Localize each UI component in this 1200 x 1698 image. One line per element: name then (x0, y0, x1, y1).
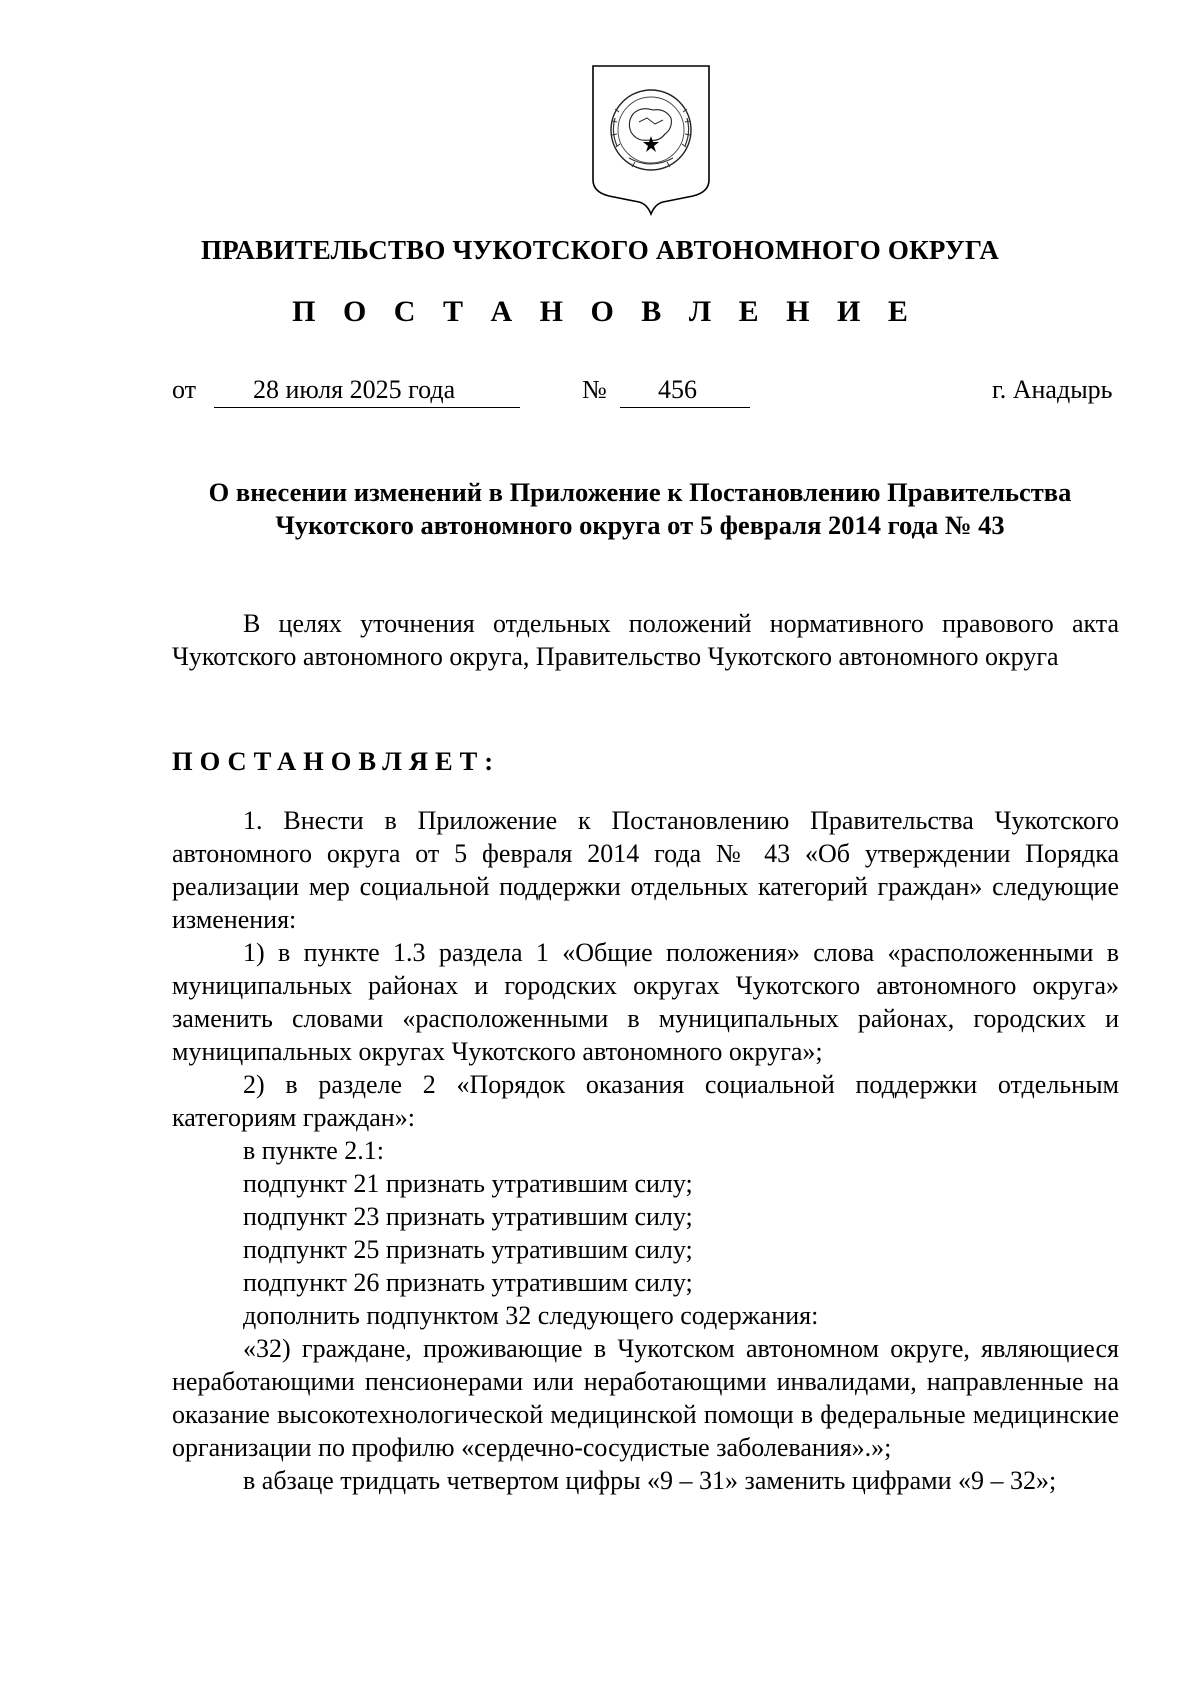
paragraph-subpoint-23: подпункт 23 признать утратившим силу; (243, 1202, 693, 1231)
city-name: г. Анадырь (992, 375, 1113, 404)
paragraph-1-1: 1) в пункте 1.3 раздела 1 «Общие положения» слова «расположенными в муниципальных районах и городских округах Чукотского автономного округа» заменить словами «расположенными в муниципальных районах, городских и муниципальных округах Чукотского автономного округа»; (172, 938, 1119, 1066)
subject-line-2: Чукотского автономного округа от 5 февраля 2014 года № 43 (275, 510, 1005, 540)
subject-line-1: О внесении изменений в Приложение к Постановлению Правительства (208, 477, 1072, 507)
number-label: № (582, 375, 607, 404)
document-subject (160, 476, 1120, 542)
preamble (172, 607, 1119, 673)
paragraph-add-subpoint: дополнить подпунктом 32 следующего содержания: (243, 1301, 819, 1330)
document-type-title: П О С Т А Н О В Л Е Н И Е (292, 295, 918, 328)
paragraph-item-2-1: в пункте 2.1: (243, 1136, 385, 1165)
number-underline (620, 407, 750, 408)
paragraph-subpoint-21: подпункт 21 признать утратившим силу; (243, 1169, 693, 1198)
paragraph-abzac-34: в абзаце тридцать четвертом цифры «9 – 31» заменить цифрами «9 – 32»; (243, 1466, 1057, 1495)
paragraph-subpoint-25: подпункт 25 признать утратившим силу; (243, 1235, 693, 1264)
organization-title: ПРАВИТЕЛЬСТВО ЧУКОТСКОГО АВТОНОМНОГО ОКРУГА (200, 235, 1000, 265)
paragraph-subpoint-32: «32) граждане, проживающие в Чукотском автономном округе, являющиеся неработающими пенсионерами или неработающими инвалидами, направленные на оказание высокотехнологической медицинской помощи в федеральные медицинские организации по профилю «сердечно-сосудистые заболевания».»; (172, 1334, 1119, 1462)
paragraph-subpoint-26: подпункт 26 признать утратившим силу; (243, 1268, 693, 1297)
document-date: 28 июля 2025 года (253, 375, 456, 404)
document-number: 456 (658, 375, 697, 404)
date-underline (214, 407, 520, 408)
decree-word: ПОСТАНОВЛЯЕТ: (172, 746, 501, 776)
decree-body (172, 804, 1119, 1497)
paragraph-1-2: 2) в разделе 2 «Порядок оказания социальной поддержки отдельным категориям граждан»: (172, 1070, 1119, 1132)
date-from-label: от (172, 375, 197, 404)
preamble-text: В целях уточнения отдельных положений нормативного правового акта Чукотского автономного округа, Правительство Чукотского автономного округа (172, 609, 1119, 671)
paragraph-1: 1. Внести в Приложение к Постановлению Правительства Чукотского автономного округа от 5 февраля 2014 года № 43 «Об утверждении Порядка реализации мер социальной поддержки отдельных категорий граждан» следующие изменения: (172, 806, 1119, 934)
coat-of-arms-emblem (589, 62, 713, 216)
